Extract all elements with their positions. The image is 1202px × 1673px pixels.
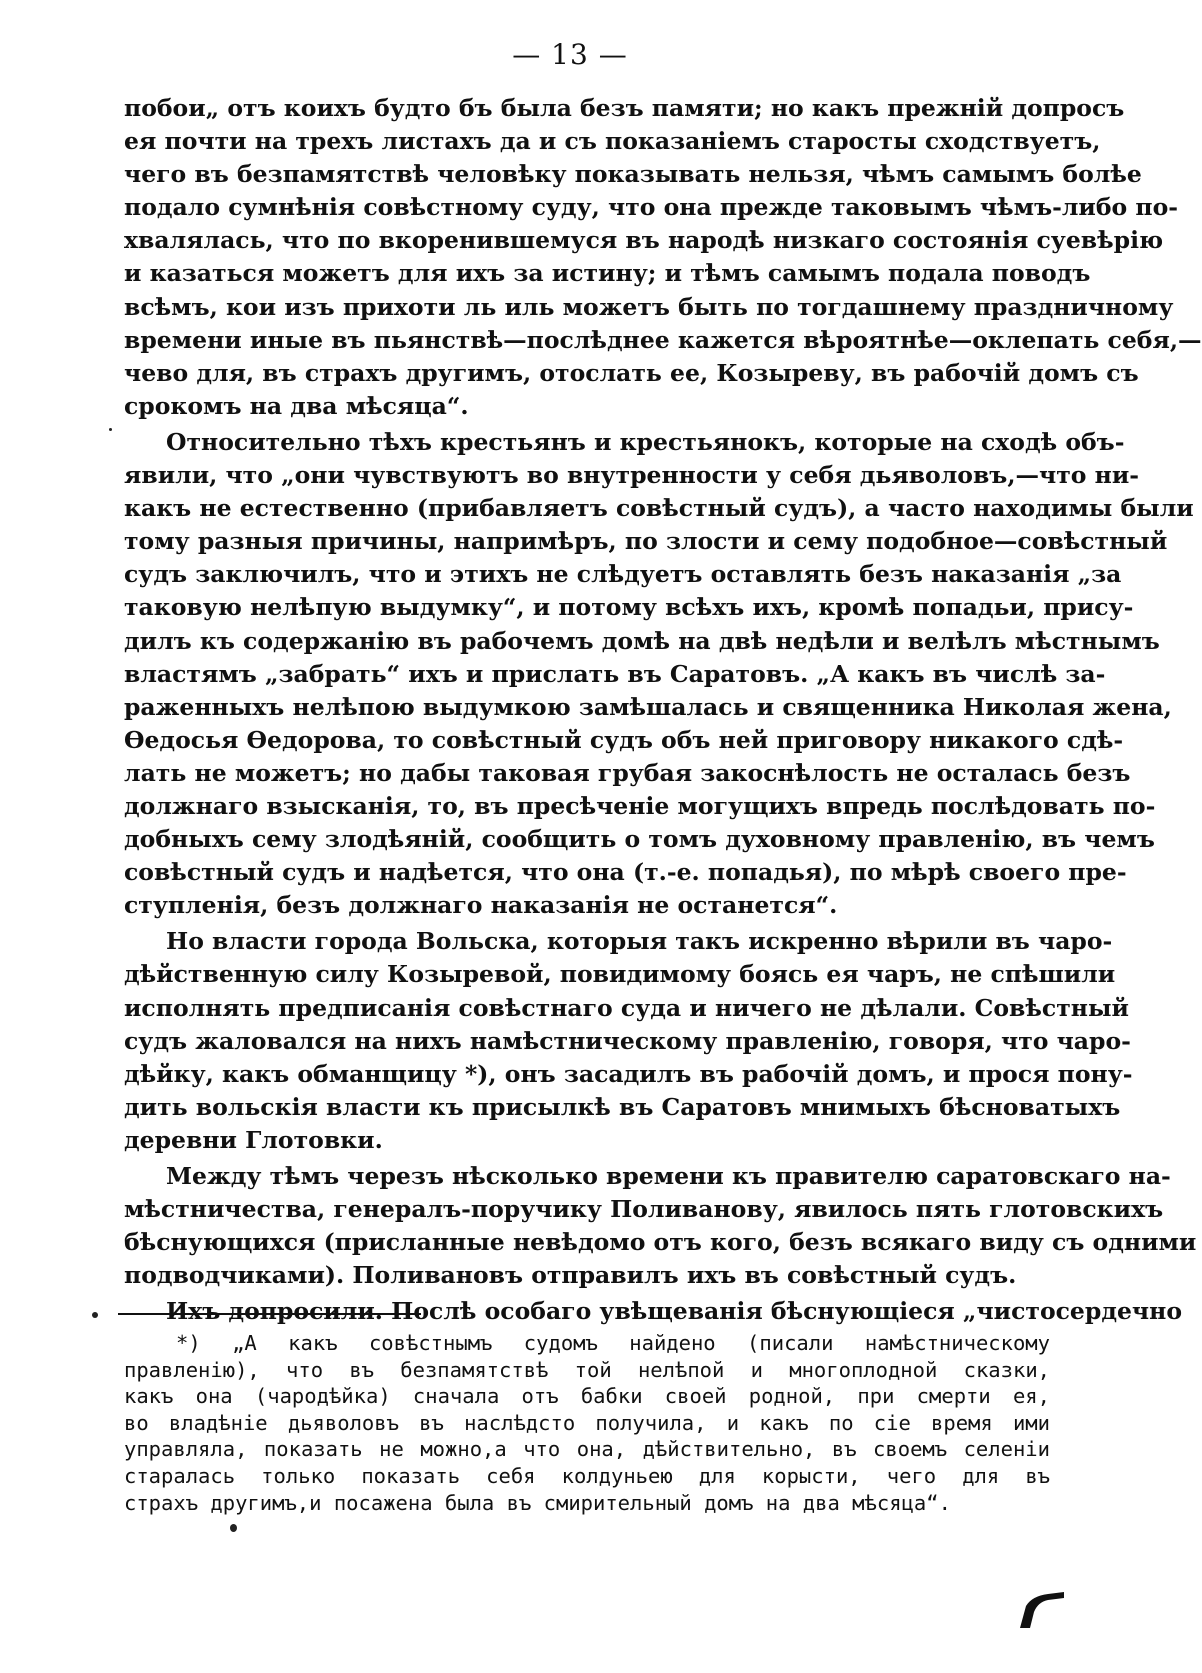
text-line: чево для, въ страхъ другимъ, отослать ее, Козыреву, въ рабочій домъ съ [124, 358, 1139, 387]
text-line: времени иные въ пьянствѣ—послѣднее кажется вѣроятнѣе—оклепать себя,— [124, 325, 1202, 354]
scan-speck [92, 1312, 98, 1318]
paragraph-1 [124, 92, 1202, 423]
text-line: Ихъ допросили. Послѣ особаго увѣщеванія бѣснующіеся „чистосердечно [166, 1297, 1183, 1326]
page-number: — 13 — [512, 38, 628, 71]
text-line: явили, что „они чувствуютъ во внутренности у себя дьяволовъ,—что ни- [124, 461, 1139, 490]
text-line: тому разныя причины, напримѣръ, по злости и сему подобное—совѣстный [124, 527, 1168, 556]
text-line: бѣснующихся (присланные невѣдомо отъ кого, безъ всякаго виду съ одними [124, 1228, 1197, 1257]
scan-speck [109, 428, 112, 431]
footnote-line: старалась только показать себя колдуньею для корысти, чего для въ [124, 1463, 1050, 1488]
text-line: побои„ отъ коихъ будто бъ была безъ памяти; но какъ прежній допросъ [124, 94, 1125, 122]
text-line: таковую нелѣпую выдумку“, и потому всѣхъ ихъ, кромѣ попадьи, прису- [124, 593, 1134, 622]
text-line: Между тѣмъ черезъ нѣсколько времени къ правителю саратовскаго на- [166, 1162, 1171, 1190]
text-line: дить вольскія власти къ присылкѣ въ Саратовъ мнимыхъ бѣсноватыхъ [124, 1092, 1121, 1121]
footnote-line: *) „А какъ совѣстнымъ судомъ найдено (писали намѣстническому [176, 1331, 1050, 1355]
text-line: дилъ къ содержанію въ рабочемъ домѣ на двѣ недѣли и велѣлъ мѣстнымъ [124, 626, 1160, 655]
text-line: и казаться можетъ для ихъ за истину; и тѣмъ самымъ подала поводъ [124, 259, 1091, 288]
text-line: Но власти города Вольска, которыя такъ искренно вѣрили въ чаро- [166, 927, 1113, 956]
text-line: дѣйку, какъ обманщицу *), онъ засадилъ въ рабочій домъ, и прося пону- [124, 1059, 1133, 1088]
text-line: подводчиками). Поливановъ отправилъ ихъ въ совѣстный судъ. [124, 1261, 1017, 1290]
text-line: исполнять предписанія совѣстнаго суда и ничего не дѣлали. Совѣстный [124, 993, 1129, 1022]
text-line: какъ не естественно (прибавляетъ совѣстный судъ), а часто находимы были [124, 494, 1194, 523]
text-line: ступленія, безъ должнаго наказанія не останется“. [124, 891, 838, 920]
text-line: подало сумнѣнія совѣстному суду, что она прежде таковымъ чѣмъ-либо по- [124, 193, 1179, 222]
text-line: должнаго взысканія, то, въ пресѣченіе могущихъ впредь послѣдовать по- [124, 791, 1156, 820]
text-line: лать не можетъ; но дабы таковая грубая закоснѣлость не осталась безъ [124, 758, 1131, 787]
text-line: хвалялась, что по вкоренившемуся въ народѣ низкаго состоянія суевѣрію [124, 226, 1164, 255]
text-line: дѣйственную силу Козыревой, повидимому боясь ея чаръ, не спѣшили [124, 960, 1116, 989]
footnote-line: управляла, показать не можно,а что она, дѣйствительно, въ своемъ селеніи [124, 1437, 1050, 1462]
footnote-line: какъ она (чародѣйка) сначала отъ бабки своей родной, при смерти ея, [124, 1384, 1050, 1409]
text-line: властямъ „забрать“ ихъ и прислать въ Саратовъ. „А какъ въ числѣ за- [124, 659, 1106, 688]
paragraph-2 [124, 426, 1194, 922]
footnote-divider [118, 1313, 421, 1315]
main-text [124, 92, 1202, 1331]
text-line: добныхъ сему злодѣяній, сообщить о томъ духовному правленію, въ чемъ [124, 825, 1155, 854]
paragraph-4 [124, 1160, 1197, 1292]
text-line: мѣстничества, генералъ-поручику Поливанову, явилось пять глотовскихъ [124, 1195, 1164, 1224]
text-line: всѣмъ, кои изъ прихоти ль иль можетъ быть по тогдашнему праздничному [124, 292, 1174, 321]
text-line: судъ заключилъ, что и этихъ не слѣдуетъ оставлять безъ наказанія „за [124, 560, 1122, 589]
text-line: раженныхъ нелѣпою выдумкою замѣшалась и священника Николая жена, [124, 692, 1172, 721]
text-line: чего въ безпамятствѣ человѣку показывать нельзя, чѣмъ самымъ болѣе [124, 160, 1142, 189]
paragraph-5 [124, 1295, 1183, 1328]
text-line: Относительно тѣхъ крестьянъ и крестьянокъ, которые на сходѣ объ- [166, 427, 1125, 456]
text-line: деревни Глотовки. [124, 1125, 383, 1154]
text-line: судъ жаловался на нихъ намѣстническому правленію, говоря, что чаро- [124, 1026, 1131, 1055]
footnote-line: правленію), что въ безпамятствѣ той нелѣпой и многоплодной сказки, [124, 1357, 1050, 1382]
text-line: ея почти на трехъ листахъ да и съ показаніемъ старосты сходствуетъ, [124, 127, 1101, 156]
footnote-line: страхъ другимъ,и посажена была въ смирительный домъ на два мѣсяца“. [124, 1490, 951, 1515]
scan-corner-mark [1018, 1590, 1066, 1630]
text-line: совѣстный судъ и надѣется, что она (т.-е. попадья), по мѣрѣ своего пре- [124, 858, 1127, 887]
text-line: Ѳедосья Ѳедорова, то совѣстный судъ объ ней приговору никакого сдѣ- [124, 725, 1124, 754]
scan-speck [230, 1524, 237, 1532]
paragraph-3 [124, 925, 1133, 1157]
footnote [124, 1330, 1050, 1516]
text-line: срокомъ на два мѣсяца“. [124, 391, 469, 420]
footnote-line: во владѣніе дьяволовъ въ наслѣдсто получила, и какъ по сіе время ими [124, 1410, 1050, 1435]
